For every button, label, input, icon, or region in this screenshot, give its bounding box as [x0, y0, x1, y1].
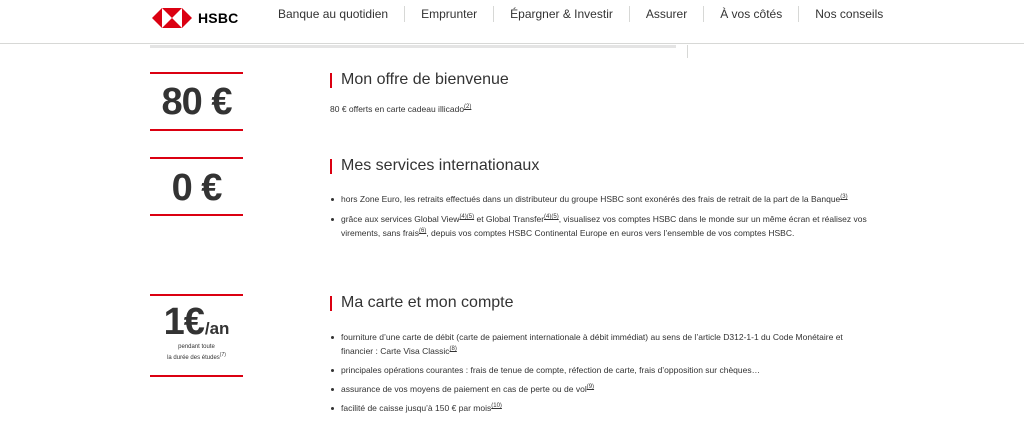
stat-international-value: 0 € — [171, 167, 222, 209]
list-item-text: , visualisez vos comptes HSBC dans le monde sur un même écran et réalisez vos virements, sans frais — [341, 214, 867, 238]
section-title-text: Mon offre de bienvenue — [341, 71, 509, 88]
hsbc-logo[interactable] — [152, 7, 238, 29]
section-international-services — [330, 156, 870, 246]
stat-welcome — [150, 72, 243, 131]
section-title — [330, 70, 870, 90]
welcome-offer-text — [330, 102, 870, 116]
footnote-link[interactable]: (8) — [449, 346, 457, 353]
previous-block-strip — [150, 45, 676, 48]
footnote-link[interactable]: (10) — [491, 403, 502, 410]
stat-note-line1: pendant toute — [178, 344, 215, 350]
nav-banque-au-quotidien[interactable]: Banque au quotidien — [278, 7, 389, 21]
section-title — [330, 156, 870, 176]
stat-welcome-value: 80 € — [161, 81, 232, 123]
footnote-link[interactable]: (3) — [840, 194, 848, 201]
list-item-text: facilité de caisse jusqu’à 150 € par mois — [341, 403, 492, 413]
brand-name: HSBC — [198, 10, 239, 26]
nav-a-vos-cotes[interactable]: À vos côtés — [703, 6, 798, 22]
list-item — [330, 192, 870, 206]
section-card-account — [330, 293, 870, 420]
stat-international — [150, 157, 243, 216]
list-item — [330, 212, 870, 240]
list-item-text: fourniture d’une carte de débit (carte de paiement internationale à débit immédiat) au sens de l’article D312-1-1 du Code Monétaire et financier : Carte Visa Classic — [341, 332, 843, 356]
list-item-text: grâce aux services Global View — [341, 214, 460, 224]
nav-nos-conseils[interactable]: Nos conseils — [798, 6, 899, 22]
stat-account — [150, 294, 243, 377]
footnote-link[interactable]: (9) — [586, 384, 595, 391]
section-title-text: Mes services internationaux — [341, 157, 540, 174]
stat-account-value: 1€ — [163, 301, 204, 343]
list-item — [330, 401, 870, 415]
section-title — [330, 293, 870, 313]
hsbc-hexagon-icon — [152, 7, 192, 29]
list-item-text: assurance de vos moyens de paiement en cas de perte ou de vol — [341, 384, 587, 394]
footnote-link[interactable]: (4)(5) — [459, 214, 475, 221]
list-item — [330, 363, 870, 377]
section-welcome-offer — [330, 70, 870, 116]
list-item — [330, 330, 870, 358]
nav-epargner-investir[interactable]: Épargner & Investir — [493, 6, 629, 22]
list-item — [330, 382, 870, 396]
list-item-text: et Global Transfer — [474, 214, 545, 224]
title-accent-bar — [330, 73, 332, 88]
footnote-link[interactable]: (4)(5) — [544, 214, 559, 221]
list-item-text: principales opérations courantes : frais de tenue de compte, réfection de carte, frais d’opposition sur chèques… — [341, 365, 761, 375]
stat-note-ref[interactable]: (7) — [219, 352, 226, 358]
footnote-link[interactable]: (2) — [464, 104, 472, 111]
nav-emprunter[interactable]: Emprunter — [404, 6, 493, 22]
section-title-text: Ma carte et mon compte — [341, 294, 514, 311]
list-item-text: , depuis vos comptes HSBC Continental Europe en euros vers l’ensemble de vos comptes HSBC. — [426, 228, 795, 238]
main-nav — [262, 6, 899, 22]
stat-note-line2: la durée des études — [167, 355, 220, 361]
site-header — [0, 0, 1024, 44]
stat-account-unit: /an — [204, 319, 230, 338]
international-list — [330, 192, 870, 240]
account-list — [330, 330, 870, 415]
column-divider — [687, 45, 688, 58]
title-accent-bar — [330, 296, 332, 311]
footnote-link[interactable]: (6) — [418, 228, 427, 235]
nav-assurer[interactable]: Assurer — [629, 6, 703, 22]
stat-account-note — [150, 343, 243, 362]
list-item-text: hors Zone Euro, les retraits effectués dans un distributeur du groupe HSBC sont exonérés des frais de retrait de la part de la Banque — [341, 194, 841, 204]
welcome-text: 80 € offerts en carte cadeau illicado — [330, 104, 465, 114]
title-accent-bar — [330, 159, 332, 174]
stat-account-line — [150, 303, 243, 341]
